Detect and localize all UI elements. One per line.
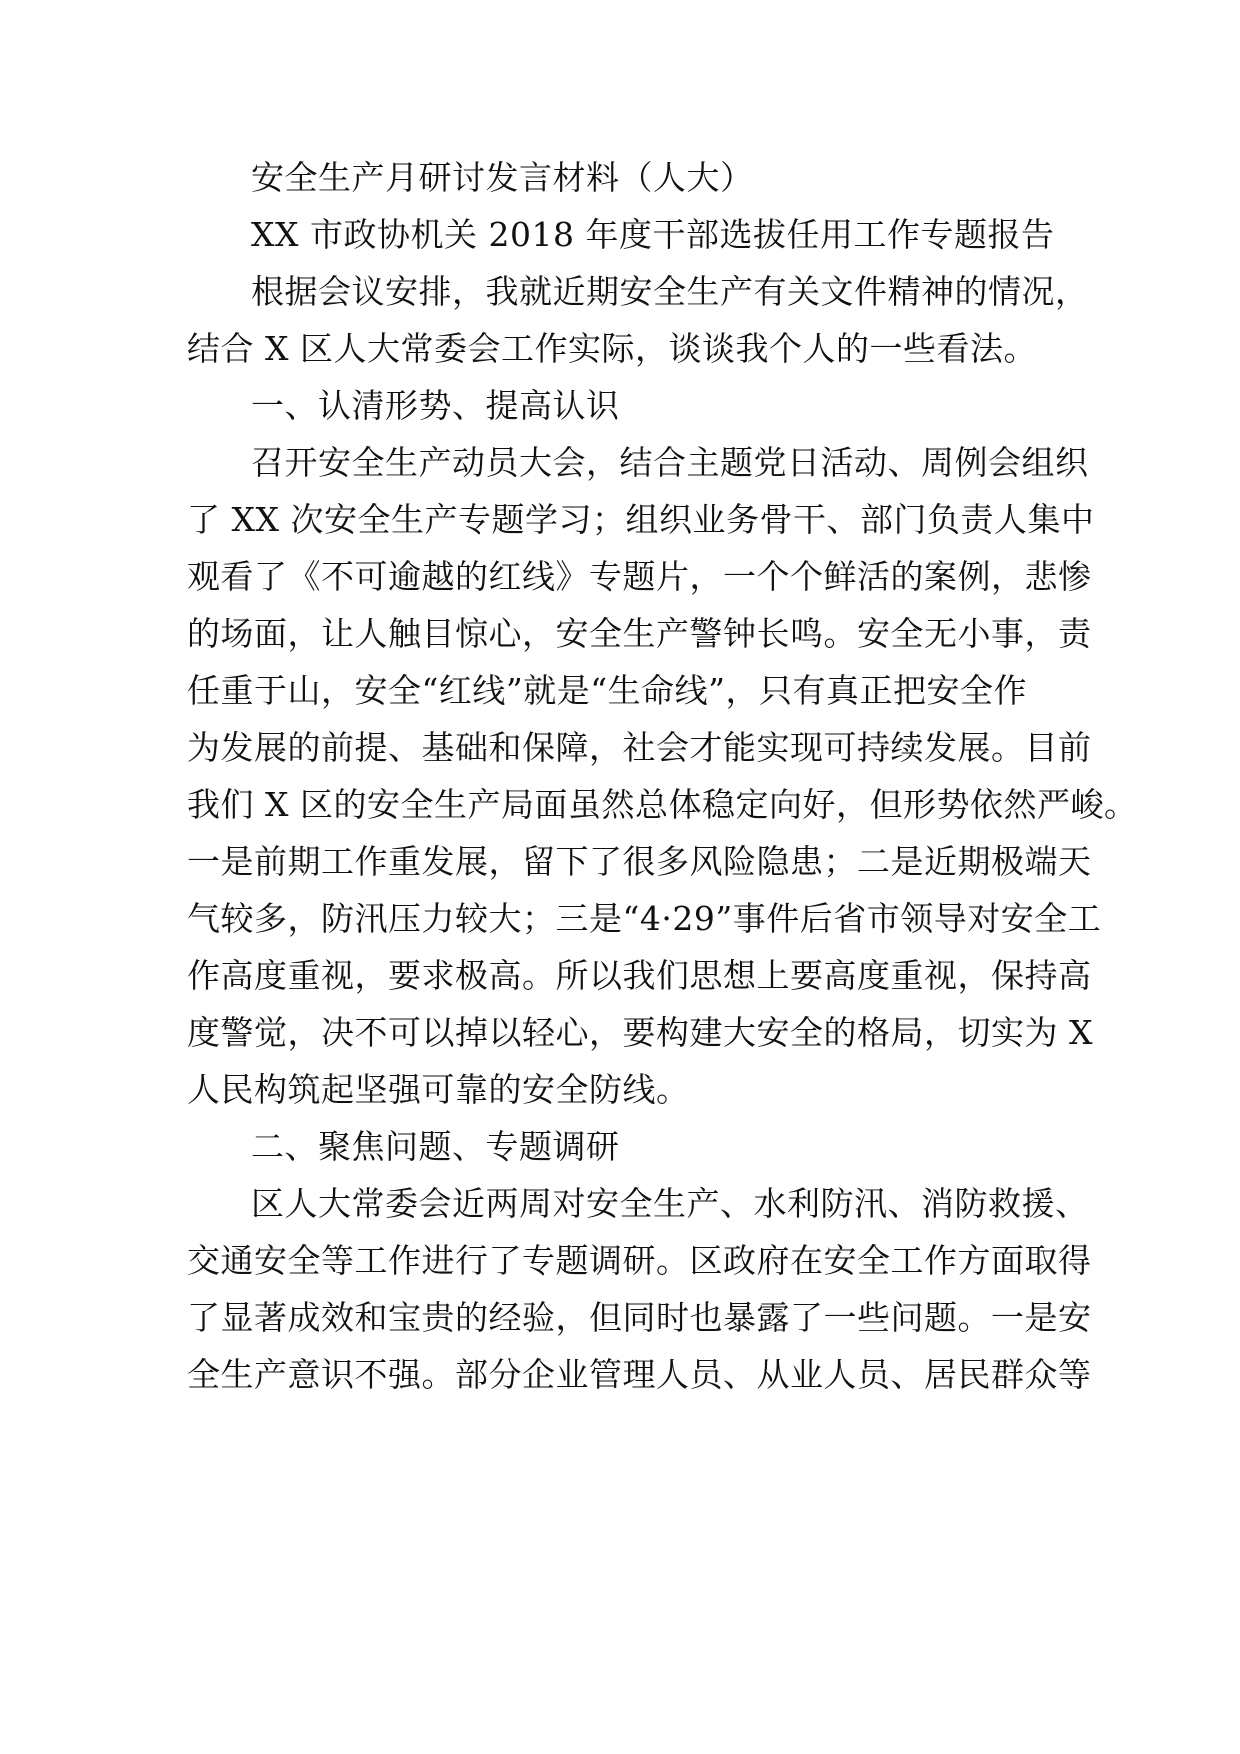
paragraph-line: 结合 X 区人大常委会工作实际，谈谈我个人的一些看法。 — [187, 329, 1037, 368]
paragraph-line: 任重于山，安全“红线”就是“生命线”，只有真正把安全作 — [187, 671, 1027, 710]
paragraph-line: 的场面，让人触目惊心，安全生产警钟长鸣。安全无小事，责 — [187, 614, 1092, 653]
document-title: 安全生产月研讨发言材料（人大） — [251, 158, 754, 197]
paragraph-line: 为发展的前提、基础和保障，社会才能实现可持续发展。目前 — [187, 728, 1092, 767]
paragraph-line: 了 XX 次安全生产专题学习；组织业务骨干、部门负责人集中 — [187, 500, 1095, 539]
paragraph-line: 根据会议安排，我就近期安全生产有关文件精神的情况， — [251, 272, 1089, 311]
paragraph-line: 一是前期工作重发展，留下了很多风险隐患；二是近期极端天 — [187, 842, 1092, 881]
paragraph-line: 全生产意识不强。部分企业管理人员、从业人员、居民群众等 — [187, 1355, 1092, 1394]
section-heading: 二、聚焦问题、专题调研 — [251, 1127, 620, 1166]
paragraph-line: 区人大常委会近两周对安全生产、水利防汛、消防救援、 — [251, 1184, 1089, 1223]
paragraph-line: 人民构筑起坚强可靠的安全防线。 — [187, 1070, 690, 1109]
paragraph-line: 了显著成效和宝贵的经验，但同时也暴露了一些问题。一是安 — [187, 1298, 1092, 1337]
section-heading: 一、认清形势、提高认识 — [251, 386, 620, 425]
paragraph-line: 交通安全等工作进行了专题调研。区政府在安全工作方面取得 — [187, 1241, 1092, 1280]
paragraph-line: 观看了《不可逾越的红线》专题片，一个个鲜活的案例，悲惨 — [187, 557, 1092, 596]
paragraph-line: 作高度重视，要求极高。所以我们思想上要高度重视，保持高 — [187, 956, 1092, 995]
paragraph-line: 我们 X 区的安全生产局面虽然总体稳定向好，但形势依然严峻。 — [187, 785, 1138, 824]
paragraph-line: 气较多，防汛压力较大；三是“4·29”事件后省市领导对安全工 — [187, 899, 1102, 938]
document-subtitle: XX 市政协机关 2018 年度干部选拔任用工作专题报告 — [251, 215, 1055, 254]
paragraph-line: 度警觉，决不可以掉以轻心，要构建大安全的格局，切实为 X — [187, 1013, 1093, 1052]
paragraph-line: 召开安全生产动员大会，结合主题党日活动、周例会组织 — [251, 443, 1089, 482]
